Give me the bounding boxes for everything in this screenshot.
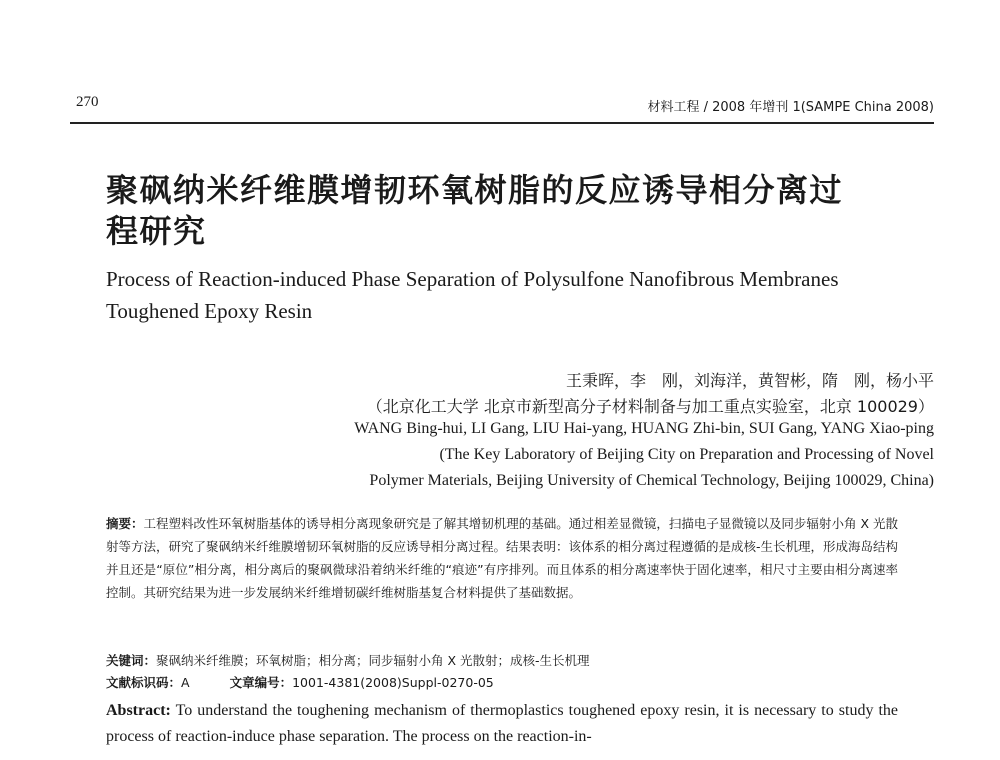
affiliation-english-line1: (The Key Laboratory of Beijing City on Preparation and Processing of Novel [439,446,934,463]
abstract-english-text: To understand the toughening mechanism of thermoplastics toughened epoxy resin, it is necessary to study the process of reaction-induce phase separation. The process on the reaction-in- [106,702,899,745]
keywords-text: 聚砜纳米纤维膜；环氧树脂；相分离；同步辐射小角 X 光散射；成核-生长机理 [156,653,590,668]
title-english: Process of Reaction-induced Phase Separation of Polysulfone Nanofibrous Membranes Toughened Epoxy Resin [106,267,839,323]
doc-code-value: A [181,675,190,690]
header-rule [70,122,934,124]
document-meta [106,673,494,691]
title-chinese: 聚砜纳米纤维膜增韧环氧树脂的反应诱导相分离过程研究 [106,171,844,250]
affiliation-english-line2: Polymer Materials, Beijing University of Chemical Technology, Beijing 100029, China) [369,472,934,489]
keywords-chinese [106,651,590,669]
abstract-chinese-text: 工程塑料改性环氧树脂基体的诱导相分离现象研究是了解其增韧机理的基础。通过相差显微镜，扫描电子显微镜以及同步辐射小角 X 光散射等方法，研究了聚砜纳米纤维膜增韧环氧树脂的反应诱导相分离过程。结果表明：该体系的相分离过程遵循的是成核-生长机理，形成海岛结构并且还是“原位”相分离，相分离后的聚砜微球沿着纳米纤维的“痕迹”有序排列。而且体系的相分离速率快于固化速率，相尺寸主要由相分离速率控制。其研究结果为进一步发展纳米纤维增韧碳纤维树脂基复合材料提供了基础数据。 [106,516,899,600]
keywords-label: 关键词： [106,653,157,668]
authors-english: WANG Bing-hui, LI Gang, LIU Hai-yang, HUANG Zhi-bin, SUI Gang, YANG Xiao-ping [354,420,934,437]
doc-code-label: 文献标识码： [106,675,182,690]
article-no-value: 1001-4381(2008)Suppl-0270-05 [292,675,494,690]
affiliation-chinese: （北京化工大学 北京市新型高分子材料制备与加工重点实验室，北京 100029） [366,397,934,416]
abstract-english [106,698,898,750]
authors-chinese: 王秉晖，李 刚，刘海洋，黄智彬，隋 刚，杨小平 [565,371,934,390]
page-number: 270 [76,94,99,110]
abstract-chinese-label: 摘要： [106,516,144,531]
abstract-chinese [106,512,898,604]
article-no-label: 文章编号： [229,675,293,690]
journal-reference: 材料工程 / 2008 年增刊 1(SAMPE China 2008) [647,100,934,115]
abstract-english-label: Abstract: [106,702,171,719]
